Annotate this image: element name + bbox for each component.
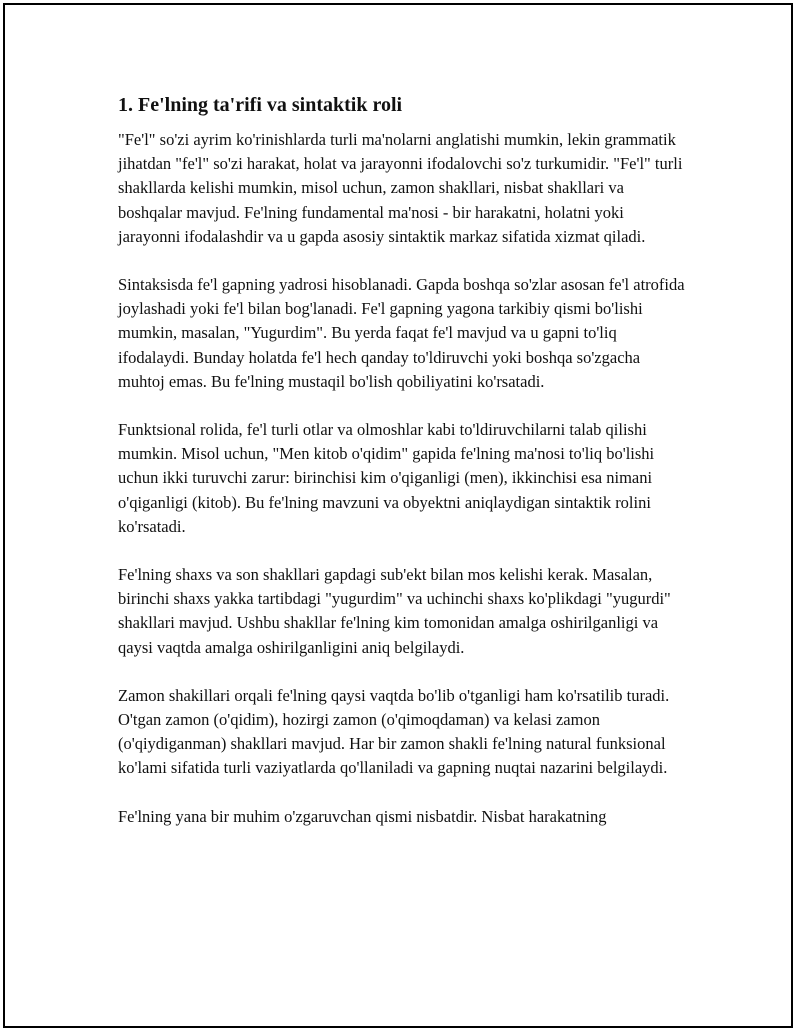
paragraph-2: Sintaksisda fe'l gapning yadrosi hisoblanadi. Gapda boshqa so'zlar asosan fe'l atrofida joylashadi yoki fe'l bilan bog'lanadi. Fe'l gapning yagona tarkibiy qismi bo'lishi mumkin, masalan, "Yugurdim". Bu yerda faqat fe'l mavjud va u gapni to'liq ifodalaydi. Bunday holatda fe'l hech qanday to'ldiruvchi yoki boshqa so'zgacha muhtoj emas. Bu fe'lning mustaqil bo'lish qobiliyatini ko'rsatadi.: [118, 275, 685, 391]
paragraph-1: "Fe'l" so'zi ayrim ko'rinishlarda turli ma'nolarni anglatishi mumkin, lekin grammatik jihatdan "fe'l" so'zi harakat, holat va jarayonni ifodalovchi so'z turkumidir. "Fe'l" turli shakllarda kelishi mumkin, misol uchun, zamon shakllari, nisbat shakllari va boshqalar mavjud. Fe'lning fundamental ma'nosi - bir harakatni, holatni yoki jarayonni ifodalashdir va u gapda asosiy sintaktik markaz sifatida xizmat qiladi.: [118, 130, 683, 246]
paragraph-3: Funktsional rolida, fe'l turli otlar va olmoshlar kabi to'ldiruvchilarni talab qilishi mumkin. Misol uchun, "Men kitob o'qidim" gapida fe'lning ma'nosi to'liq bo'lishi uchun ikki turuvchi zarur: birinchisi kim o'qiganligi (men), ikkinchisi esa nimani o'qiganligi (kitob). Bu fe'lning mavzuni va obyektni aniqlaydigan sintaktik rolini ko'rsatadi.: [118, 420, 655, 536]
paragraph-6: Fe'lning yana bir muhim o'zgaruvchan qismi nisbatdir. Nisbat harakatning: [118, 806, 607, 826]
paragraph-5: Zamon shakillari orqali fe'lning qaysi vaqtda bo'lib o'tganligi ham ko'rsatilib turadi. O'tgan zamon (o'qidim), hozirgi zamon (o'qimoqdaman) va kelasi zamon (o'qiydiganman) shakllari mavjud. Har bir zamon shakli fe'lning natural funksional ko'lami sifatida turli vaziyatlarda qo'llaniladi va gapning nuqtai nazarini belgilaydi.: [118, 685, 670, 778]
paragraph-4: Fe'lning shaxs va son shakllari gapdagi sub'ekt bilan mos kelishi kerak. Masalan, birinchi shaxs yakka tartibdagi "yugurdim" va uchinchi shaxs ko'plikdagi "yugurdi" shakllari mavjud. Ushbu shakllar fe'lning kim tomonidan amalga oshirilganligi va qaysi vaqtda amalga oshirilganligini aniq belgilaydi.: [118, 565, 671, 657]
section-heading: 1. Fe'lning ta'rifi va sintaktik roli: [118, 94, 403, 116]
document-body: [118, 92, 690, 853]
